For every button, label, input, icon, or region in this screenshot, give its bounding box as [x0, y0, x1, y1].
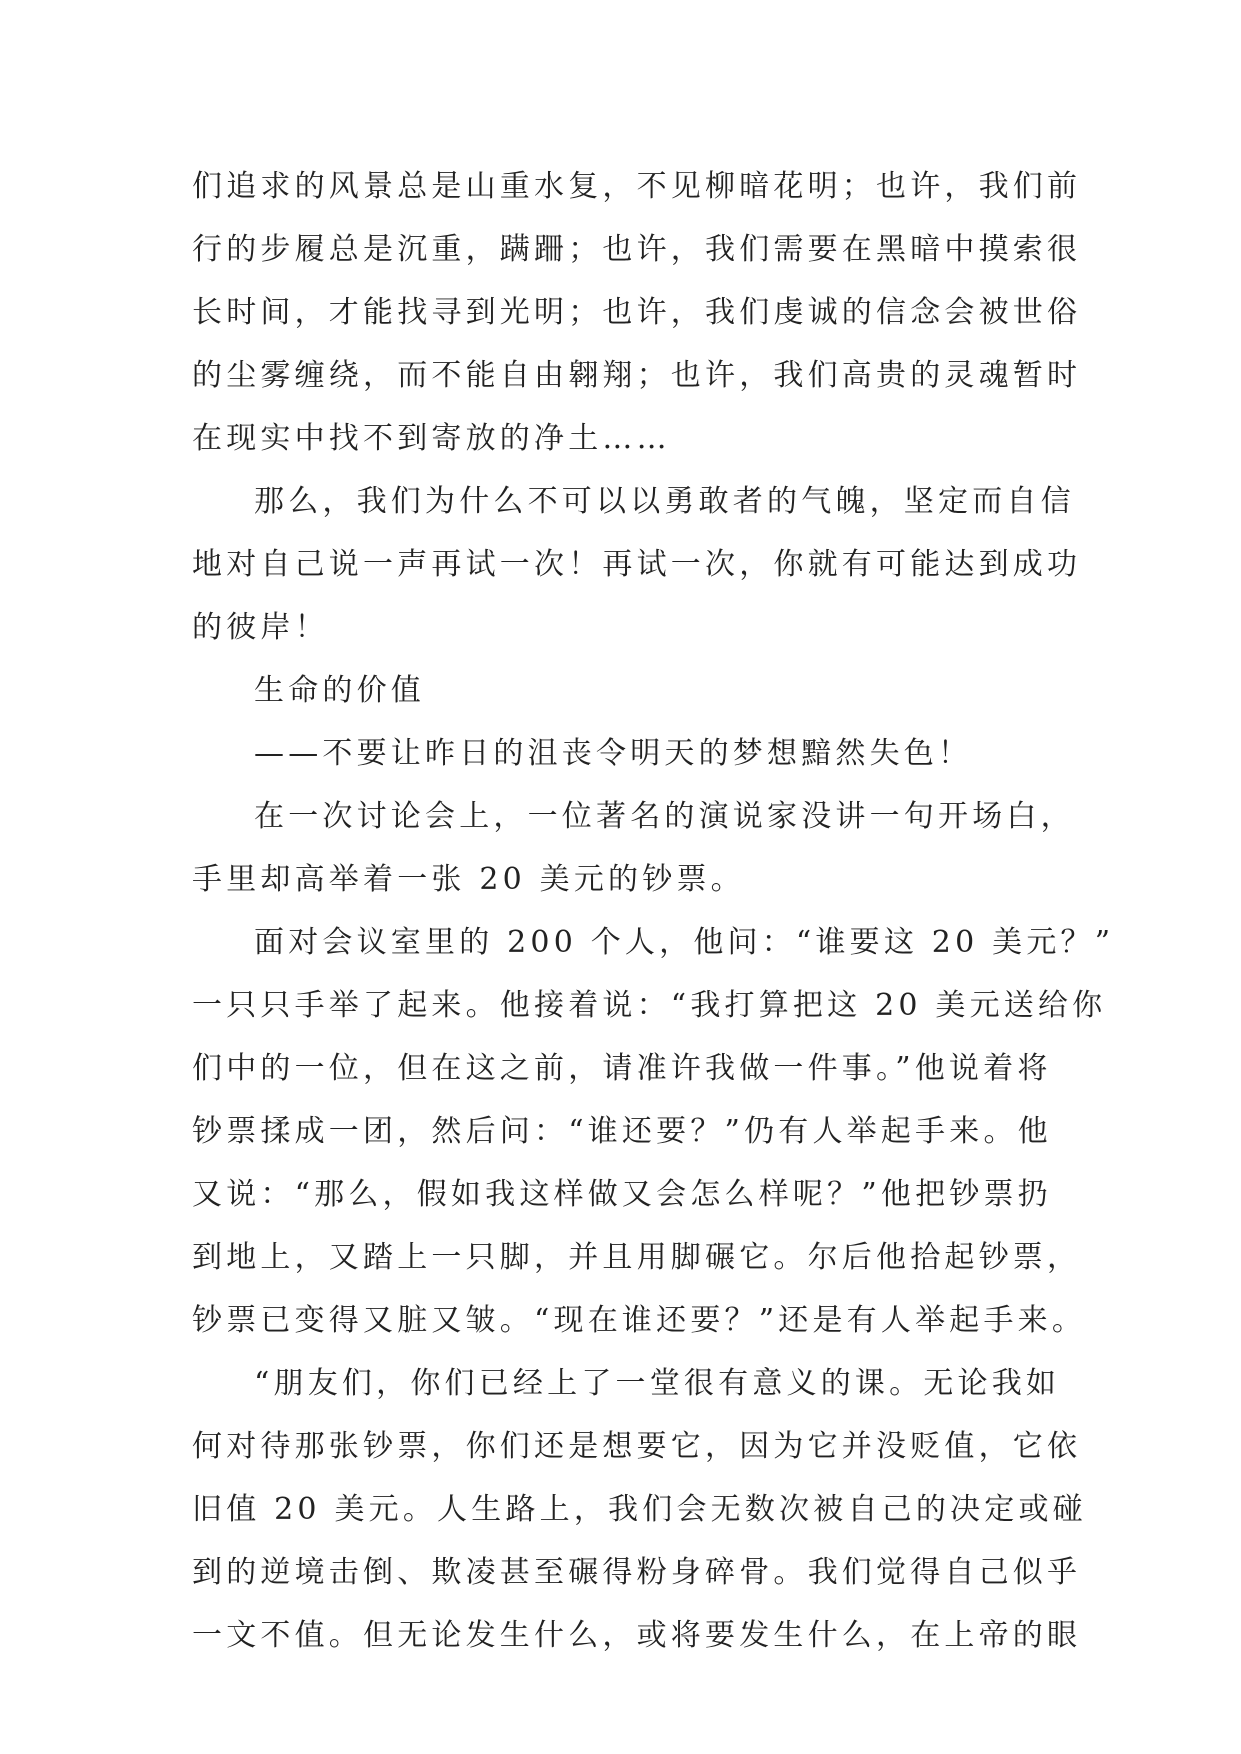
- text-line: 一文不值。但无论发生什么，或将要发生什么，在上帝的眼: [192, 1618, 1082, 1653]
- text-line: 又说：“那么，假如我这样做又会怎么样呢？”他把钞票扔: [192, 1177, 1052, 1212]
- text-line: 生命的价值: [254, 673, 425, 708]
- text-line: 在一次讨论会上，一位著名的演说家没讲一句开场白，: [254, 799, 1075, 834]
- text-line: “朋友们，你们已经上了一堂很有意义的课。无论我如: [254, 1366, 1061, 1401]
- text-line: 手里却高举着一张 20 美元的钞票。: [192, 862, 745, 897]
- text-line: 旧值 20 美元。人生路上，我们会无数次被自己的决定或碰: [192, 1492, 1087, 1527]
- text-line: 长时间，才能找寻到光明；也许，我们虔诚的信念会被世俗: [192, 295, 1082, 330]
- text-line: 面对会议室里的 200 个人，他问：“谁要这 20 美元？”: [254, 925, 1115, 960]
- text-line: 们中的一位，但在这之前，请准许我做一件事。”他说着将: [192, 1051, 1052, 1086]
- text-line: 钞票已变得又脏又皱。“现在谁还要？”还是有人举起手来。: [192, 1303, 1087, 1338]
- text-line: 行的步履总是沉重，蹒跚；也许，我们需要在黑暗中摸索很: [192, 232, 1082, 267]
- text-line: 钞票揉成一团，然后问：“谁还要？”仍有人举起手来。他: [192, 1114, 1052, 1149]
- text-line: 一只只手举了起来。他接着说：“我打算把这 20 美元送给你: [192, 988, 1107, 1023]
- text-line: 何对待那张钞票，你们还是想要它，因为它并没贬值，它依: [192, 1429, 1082, 1464]
- text-line: 地对自己说一声再试一次！再试一次，你就有可能达到成功: [192, 547, 1082, 582]
- text-line: 到地上，又踏上一只脚，并且用脚碾它。尔后他拾起钞票，: [192, 1240, 1082, 1275]
- text-line: 在现实中找不到寄放的净土……: [192, 421, 671, 456]
- text-line: 的彼岸！: [192, 610, 329, 645]
- text-line: 那么，我们为什么不可以以勇敢者的气魄，坚定而自信: [254, 484, 1075, 519]
- document-body: [192, 155, 1115, 1667]
- text-line: 到的逆境击倒、欺凌甚至碾得粉身碎骨。我们觉得自己似乎: [192, 1555, 1082, 1590]
- text-line: 们追求的风景总是山重水复，不见柳暗花明；也许，我们前: [192, 169, 1082, 204]
- text-line: ——不要让昨日的沮丧令明天的梦想黯然失色！: [254, 736, 973, 771]
- text-line: 的尘雾缠绕，而不能自由翱翔；也许，我们高贵的灵魂暂时: [192, 358, 1082, 393]
